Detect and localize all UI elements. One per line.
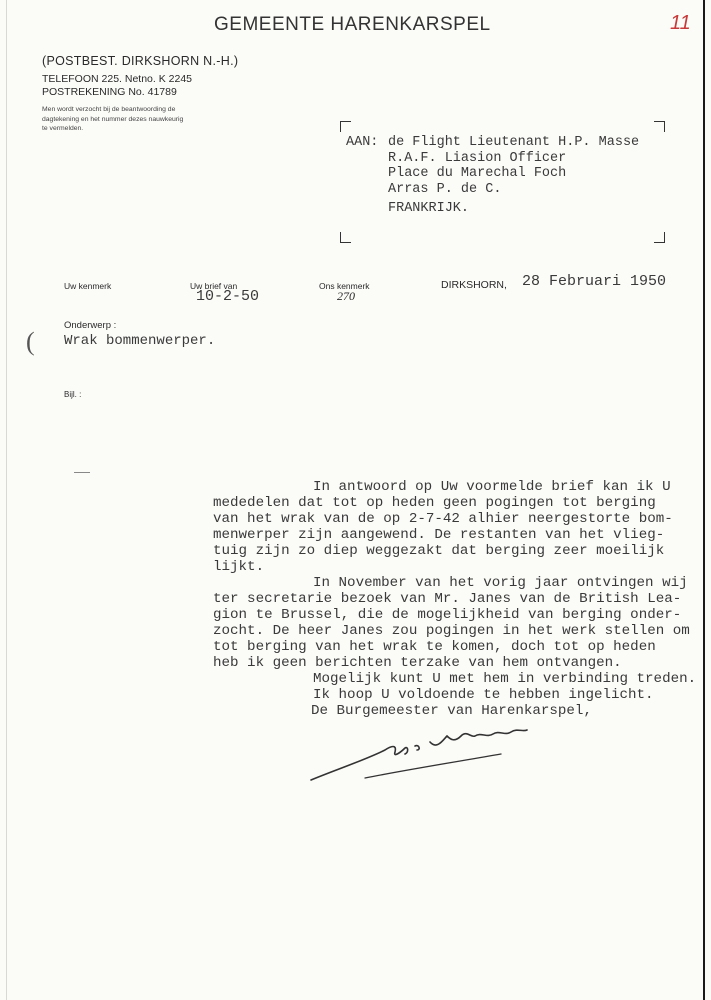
ons-kenmerk-label: Ons kenmerk — [319, 281, 370, 291]
reply-note-line: Men wordt verzocht bij de beantwoording de — [42, 106, 176, 113]
place-name: DIRKSHORN, — [441, 279, 507, 291]
address-corner-mark — [654, 232, 665, 243]
body-line: zocht. De heer Janes zou pogingen in het werk stellen om — [213, 623, 690, 639]
body-line: mededelen dat tot op heden geen pogingen tot berging — [213, 495, 656, 511]
address-corner-mark — [340, 232, 351, 243]
reply-note-line: te vermelden. — [42, 125, 84, 132]
onderwerp-label: Onderwerp : — [64, 320, 117, 331]
body-line: tot berging van het wrak te komen, doch tot op heden — [213, 639, 656, 655]
body-line: gion te Brussel, die de mogelijkheid van berging onder- — [213, 607, 682, 623]
uw-brief-label: Uw brief van — [190, 281, 238, 291]
page-number: 11 — [670, 12, 691, 34]
reply-note — [42, 105, 183, 134]
postbest-line: (POSTBEST. DIRKSHORN N.-H.) — [42, 54, 239, 68]
address-line-street: Place du Marechal Foch — [388, 166, 567, 181]
body-line: Mogelijk kunt U met hem in verbinding treden. — [313, 671, 697, 687]
telefoon-line: TELEFOON 225. Netno. K 2245 — [42, 73, 192, 85]
body-line: ter secretarie bezoek van Mr. Janes van de British Lea- — [213, 591, 682, 607]
page-edge-left — [6, 0, 7, 1000]
bijlagen-label: Bijl. : — [64, 390, 82, 399]
address-corner-mark — [654, 121, 665, 132]
organization-title: GEMEENTE HARENKARSPEL — [214, 14, 491, 35]
address-line-office: R.A.F. Liasion Officer — [388, 151, 567, 166]
address-line-recipient: de Flight Lieutenant H.P. Masse — [388, 135, 640, 150]
subject-text: Wrak bommenwerper. — [64, 333, 216, 349]
body-line: In November van het vorig jaar ontvingen wij — [313, 575, 688, 591]
postrekening-line: POSTREKENING No. 41789 — [42, 86, 177, 98]
body-line: van het wrak van de op 2-7-42 alhier neergestorte bom- — [213, 511, 673, 527]
margin-bracket: ( — [26, 327, 35, 356]
body-line: heb ik geen berichten terzake van hem ontvangen. — [213, 655, 622, 671]
letter-date: 28 Februari 1950 — [522, 273, 667, 290]
closing-line: De Burgemeester van Harenkarspel, — [311, 703, 592, 719]
address-line-country: FRANKRIJK. — [388, 201, 470, 216]
body-line: Ik hoop U voldoende te hebben ingelicht. — [313, 687, 654, 703]
reply-note-line: dagtekening en het nummer dezes nauwkeurig — [42, 115, 184, 123]
uw-kenmerk-label: Uw kenmerk — [64, 281, 112, 291]
signature-mark — [305, 722, 545, 792]
address-label: AAN: — [346, 135, 379, 150]
body-line: In antwoord op Uw voormelde brief kan ik U — [313, 479, 671, 495]
fold-mark — [74, 472, 90, 473]
address-line-city: Arras P. de C. — [388, 182, 502, 197]
body-line: tuig zijn zo diep weggezakt dat berging zeer moeilijk — [213, 543, 665, 559]
body-line: menwerper zijn aangewend. De restanten van het vlieg- — [213, 527, 665, 543]
address-corner-mark — [340, 121, 351, 132]
body-line: lijkt. — [213, 559, 265, 575]
ons-kenmerk-number: 270 — [337, 289, 355, 303]
page-edge-right — [703, 0, 705, 1000]
uw-brief-date: 10-2-50 — [196, 288, 260, 305]
